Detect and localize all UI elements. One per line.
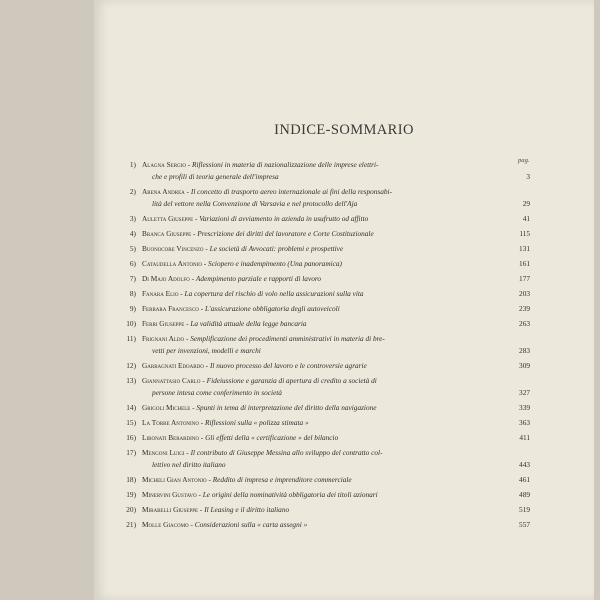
entry-author: Alagna Sergio xyxy=(142,160,186,169)
entry-line xyxy=(142,213,510,225)
entry-author: Libonati Berardino xyxy=(142,433,199,442)
entry-title: Le origini della nominatività obbligatoria dei titoli azionari xyxy=(202,490,378,499)
entry-line xyxy=(142,504,510,516)
entry-text xyxy=(142,303,510,315)
entry-line xyxy=(142,186,510,198)
entry-text xyxy=(142,504,510,516)
entry-title: Fideiussione e garanzia di apertura di credito a società di xyxy=(206,376,377,385)
entry-text xyxy=(142,447,510,471)
entry-separator: - xyxy=(185,160,193,169)
entry-page-number: 3 xyxy=(526,172,530,181)
entry-page-number: 327 xyxy=(519,388,530,397)
entry-text xyxy=(142,360,510,372)
entry-page-number: 489 xyxy=(519,490,530,499)
entry-author: Garbagnati Edoardo xyxy=(142,361,204,370)
entry-text xyxy=(142,186,510,210)
entry-text xyxy=(142,432,510,444)
entry-separator: - xyxy=(193,214,200,223)
entry-page-number: 443 xyxy=(519,460,530,469)
entry-author: Molle Giacomo xyxy=(142,520,189,529)
entry-page-number: 161 xyxy=(519,259,530,268)
entry-page-number: 411 xyxy=(519,433,530,442)
entry-title: Spunti in tema di interpretazione del diritto della navigazione xyxy=(196,403,377,412)
entry-number: 4) xyxy=(129,229,136,238)
entry-separator: - xyxy=(184,319,191,328)
entry-number: 16) xyxy=(126,433,136,442)
entry-line xyxy=(142,288,510,300)
entry-number: 9) xyxy=(129,304,136,313)
entry-number: 10) xyxy=(126,319,136,328)
entry-separator: - xyxy=(196,490,203,499)
toc-entry xyxy=(94,360,594,372)
entry-number: 8) xyxy=(129,289,136,298)
entry-number: 13) xyxy=(126,376,136,385)
entry-text xyxy=(142,228,510,240)
toc-entry xyxy=(94,228,594,240)
table-of-contents xyxy=(94,0,594,600)
entry-number: 21) xyxy=(126,520,136,529)
entry-text xyxy=(142,243,510,255)
entry-line xyxy=(142,417,510,429)
entry-text xyxy=(142,273,510,285)
toc-entry xyxy=(94,303,594,315)
toc-entry xyxy=(94,474,594,486)
entry-page-number: 283 xyxy=(519,346,530,355)
entry-separator: - xyxy=(188,520,195,529)
toc-entry xyxy=(94,402,594,414)
toc-entry xyxy=(94,186,594,210)
entry-title: Prescrizione dei diritti del lavoratore e Corte Costituzionale xyxy=(197,229,374,238)
entry-title-continued xyxy=(142,171,510,183)
entry-separator: - xyxy=(203,244,210,253)
entry-number: 11) xyxy=(126,334,136,343)
toc-entry xyxy=(94,243,594,255)
toc-entry xyxy=(94,432,594,444)
entry-number: 2) xyxy=(129,187,136,196)
entry-author: Buonocore Vincenzo xyxy=(142,244,204,253)
entry-title: Le società di Avvocati: problemi e prospettive xyxy=(209,244,344,253)
entry-author: Giannattasio Carlo xyxy=(142,376,201,385)
entry-title: Sciopero e inadempimento (Una panoramica) xyxy=(208,259,342,268)
entry-separator: - xyxy=(190,403,197,412)
entry-title: vetti per invenzioni, modelli e marchi xyxy=(152,346,261,355)
entry-line xyxy=(142,489,510,501)
entry-title: Il Leasing e il diritto italiano xyxy=(204,505,290,514)
entry-author: Mengoni Luigi xyxy=(142,448,185,457)
entry-number: 15) xyxy=(126,418,136,427)
entry-separator: - xyxy=(206,475,213,484)
toc-entry xyxy=(94,504,594,516)
entry-number: 14) xyxy=(126,403,136,412)
entry-author: Minervini Gustavo xyxy=(142,490,197,499)
entry-separator: - xyxy=(191,229,198,238)
entry-author: Arena Andrea xyxy=(142,187,185,196)
entry-title: lettivo nel diritto italiano xyxy=(152,460,226,469)
entry-author: Fanara Elio xyxy=(142,289,179,298)
entry-author: Ferrara Francesco xyxy=(142,304,199,313)
entry-title: L'assicurazione obbligatoria degli autoveicoli xyxy=(205,304,340,313)
entry-title: Semplificazione dei procedimenti amministrativi in materia di bre- xyxy=(190,334,385,343)
toc-entry xyxy=(94,333,594,357)
entry-text xyxy=(142,159,510,183)
entry-line xyxy=(142,519,510,531)
entry-text xyxy=(142,333,510,357)
toc-entry xyxy=(94,417,594,429)
entry-title: lità del vettore nella Convenzione di Varsavia e nel protocollo dell'Aja xyxy=(152,199,358,208)
entry-page-number: 363 xyxy=(519,418,530,427)
entry-title: La validità attuale della legge bancaria xyxy=(190,319,307,328)
entry-separator: - xyxy=(184,448,191,457)
entry-page-number: 339 xyxy=(519,403,530,412)
entry-text xyxy=(142,474,510,486)
entry-page-number: 115 xyxy=(519,229,530,238)
toc-entry xyxy=(94,318,594,330)
entry-separator: - xyxy=(184,334,191,343)
entry-page-number: 203 xyxy=(519,289,530,298)
entry-page-number: 29 xyxy=(522,199,530,208)
entry-title-continued xyxy=(142,387,510,399)
entry-author: Auletta Giuseppe xyxy=(142,214,194,223)
entry-page-number: 309 xyxy=(519,361,530,370)
entry-number: 5) xyxy=(129,244,136,253)
entry-title: Riflessioni sulla « polizza stimata » xyxy=(205,418,309,427)
entry-line xyxy=(142,333,510,345)
entry-separator: - xyxy=(189,274,196,283)
toc-entry xyxy=(94,519,594,531)
entry-line xyxy=(142,474,510,486)
entry-text xyxy=(142,375,510,399)
entry-title: persone intesa come conferimento in società xyxy=(152,388,282,397)
entry-line xyxy=(142,303,510,315)
entry-line xyxy=(142,273,510,285)
entry-number: 20) xyxy=(126,505,136,514)
entry-text xyxy=(142,402,510,414)
entry-line xyxy=(142,258,510,270)
entry-text xyxy=(142,519,510,531)
toc-entry xyxy=(94,159,594,183)
toc-entry xyxy=(94,288,594,300)
entry-number: 18) xyxy=(126,475,136,484)
entry-line xyxy=(142,375,510,387)
entry-page-number: 177 xyxy=(519,274,530,283)
entry-line xyxy=(142,447,510,459)
entry-author: Di Majo Adolfo xyxy=(142,274,190,283)
entry-number: 3) xyxy=(129,214,136,223)
entry-author: Grigoli Michele xyxy=(142,403,191,412)
entry-author: Mirabelli Giuseppe xyxy=(142,505,199,514)
entry-separator: - xyxy=(201,259,209,268)
entry-title-continued xyxy=(142,345,510,357)
entry-page-number: 131 xyxy=(519,244,530,253)
entry-line xyxy=(142,159,510,171)
entry-number: 1) xyxy=(129,160,136,169)
entry-line xyxy=(142,318,510,330)
entry-author: Branca Giuseppe xyxy=(142,229,192,238)
entry-text xyxy=(142,489,510,501)
entry-number: 19) xyxy=(126,490,136,499)
entry-title: Riflessioni in materia di nazionalizzazione delle imprese elettri- xyxy=(192,160,379,169)
toc-entry xyxy=(94,258,594,270)
entry-title: Adempimento parziale e rapporti di lavoro xyxy=(195,274,322,283)
entry-line xyxy=(142,360,510,372)
entry-separator: - xyxy=(178,289,185,298)
page-title: INDICE-SOMMARIO xyxy=(274,122,414,138)
toc-entry xyxy=(94,489,594,501)
entry-separator: - xyxy=(184,187,191,196)
entry-separator: - xyxy=(203,361,210,370)
entry-title: che e profili di teoria generale dell'impresa xyxy=(152,172,279,181)
toc-entry xyxy=(94,213,594,225)
toc-entry xyxy=(94,273,594,285)
entry-title-continued xyxy=(142,459,510,471)
entry-page-number: 263 xyxy=(519,319,530,328)
entry-page-number: 239 xyxy=(519,304,530,313)
entry-title: Considerazioni sulla « carta assegni » xyxy=(194,520,308,529)
entry-separator: - xyxy=(198,304,205,313)
entry-text xyxy=(142,417,510,429)
entry-line xyxy=(142,432,510,444)
entry-author: Cataudella Antonio xyxy=(142,259,202,268)
entry-line xyxy=(142,243,510,255)
entry-page-number: 461 xyxy=(519,475,530,484)
entry-line xyxy=(142,228,510,240)
entry-number: 6) xyxy=(129,259,136,268)
entry-line xyxy=(142,402,510,414)
entry-separator: - xyxy=(200,376,207,385)
entry-title: Gli effetti della « certificazione » del bilancio xyxy=(205,433,339,442)
entry-title-continued xyxy=(142,198,510,210)
entry-text xyxy=(142,213,510,225)
entry-title: Reddito di impresa e imprenditore commerciale xyxy=(212,475,352,484)
toc-entry xyxy=(94,375,594,399)
entry-title: Il contributo di Giuseppe Messina allo sviluppo del contratto col- xyxy=(190,448,383,457)
entry-title: Variazioni di avviamento in azienda in usufrutto od affitto xyxy=(199,214,369,223)
entry-separator: - xyxy=(198,418,206,427)
entry-number: 12) xyxy=(126,361,136,370)
entry-author: La Torre Antonino xyxy=(142,418,199,427)
entry-page-number: 557 xyxy=(519,520,530,529)
entry-title: Il nuovo processo del lavoro e le controversie agrarie xyxy=(209,361,367,370)
entry-separator: - xyxy=(198,433,206,442)
entry-author: Micheli Gian Antonio xyxy=(142,475,207,484)
entry-title: Il concetto di trasporto aereo internazionale ai fini della responsabi- xyxy=(190,187,393,196)
entry-text xyxy=(142,258,510,270)
entry-separator: - xyxy=(198,505,205,514)
entry-author: Ferri Giuseppe xyxy=(142,319,185,328)
entry-author: Frignani Aldo xyxy=(142,334,185,343)
entry-title: La copertura del rischio di volo nella assicurazioni sulla vita xyxy=(184,289,364,298)
entry-number: 7) xyxy=(129,274,136,283)
page-column-label: pag. xyxy=(518,157,530,164)
entry-page-number: 519 xyxy=(519,505,530,514)
entry-text xyxy=(142,318,510,330)
entry-text xyxy=(142,288,510,300)
book-page xyxy=(94,0,594,600)
entry-number: 17) xyxy=(126,448,136,457)
toc-entry xyxy=(94,447,594,471)
entry-page-number: 41 xyxy=(522,214,530,223)
